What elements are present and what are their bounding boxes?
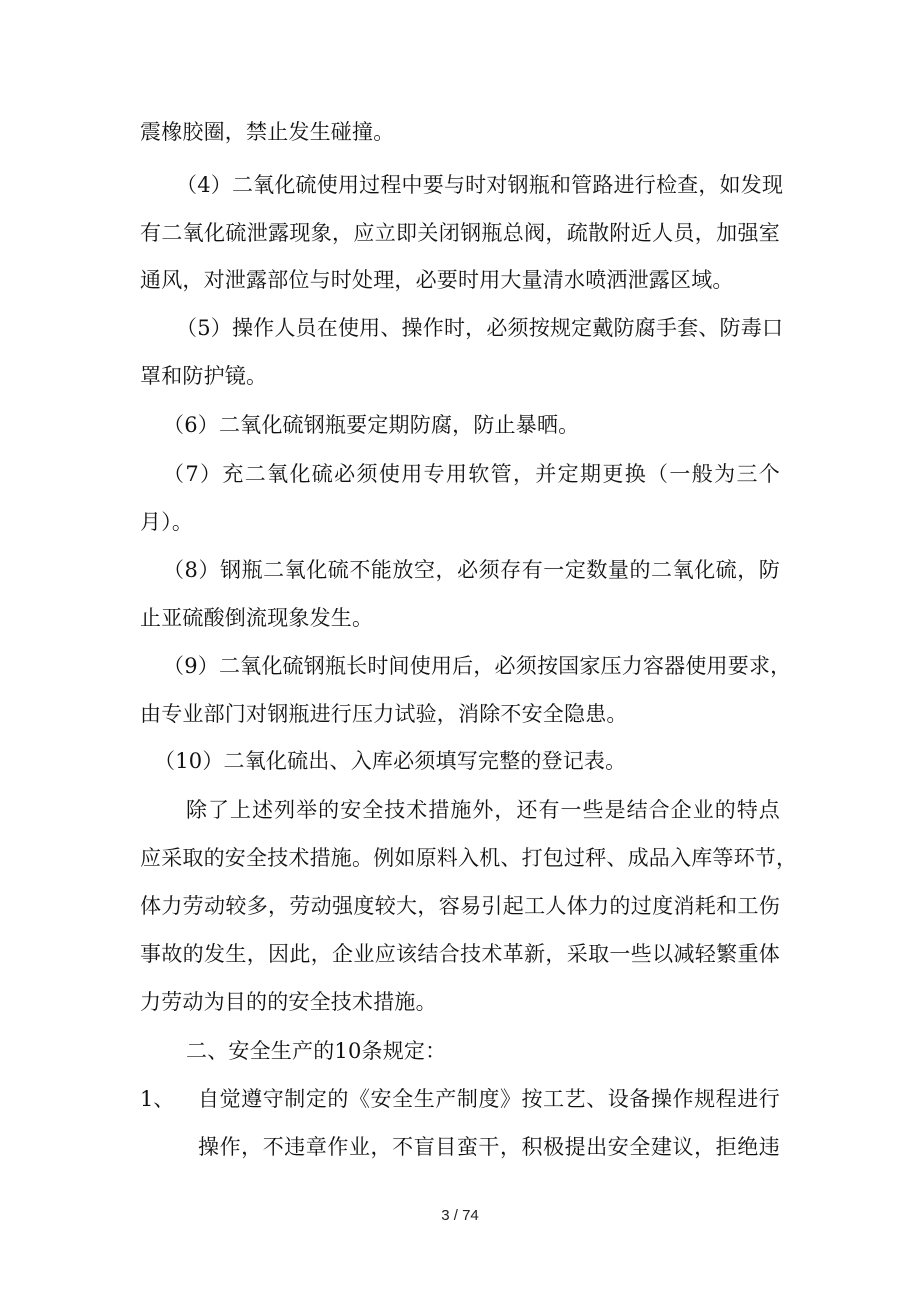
text-line: 月）。 [140,510,194,534]
text-line: 除了上述列举的安全技术措施外，还有一些是结合企业的特点 [186,798,780,822]
list-marker: 1、 [140,1087,175,1111]
text-line: （5）操作人员在使用、操作时，必须按规定戴防腐手套、防毒口 [176,316,784,340]
section-heading: 二、安全生产的10条规定： [186,1039,447,1063]
text-line: 罩和防护镜。 [140,364,268,388]
page-number: 3 / 74 [441,1207,479,1224]
text-line: 有二氧化硫泄露现象，应立即关闭钢瓶总阀，疏散附近人员，加强室 [140,221,780,245]
text-line: 应采取的安全技术措施。例如原料入机、打包过秤、成品入库等环节， [140,846,798,870]
list-item-text: 自觉遵守制定的《安全生产制度》按工艺、设备操作规程进行 [198,1087,780,1111]
text-line: 震橡胶圈，禁止发生碰撞。 [140,120,395,144]
text-line: （9）二氧化硫钢瓶长时间使用后，必须按国家压力容器使用要求， [163,654,792,678]
text-line: （10）二氧化硫出、入库必须填写完整的登记表。 [154,749,627,773]
text-line: （6）二氧化硫钢瓶要定期防腐，防止暴晒。 [163,413,580,437]
text-line: 力劳动为目的的安全技术措施。 [140,990,437,1014]
text-line: 体力劳动较多，劳动强度较大，容易引起工人体力的过度消耗和工伤 [140,894,780,918]
text-line: 事故的发生，因此，企业应该结合技术革新，采取一些以减轻繁重体 [140,942,780,966]
text-line: 由专业部门对钢瓶进行压力试验，消除不安全隐患。 [140,702,628,726]
text-line: 止亚硫酸倒流现象发生。 [140,606,374,630]
text-line: （4）二氧化硫使用过程中要与时对钢瓶和管路进行检查，如发现 [176,173,784,197]
text-line: （7）充二氧化硫必须使用专用软管，并定期更换（一般为三个 [163,462,780,486]
list-item-text: 操作，不违章作业，不盲目蛮干，积极提出安全建议，拒绝违 [198,1135,780,1159]
text-line: 通风，对泄露部位与时处理，必要时用大量清水喷洒泄露区域。 [140,268,734,292]
text-line: （8）钢瓶二氧化硫不能放空，必须存有一定数量的二氧化硫，防 [163,558,780,582]
